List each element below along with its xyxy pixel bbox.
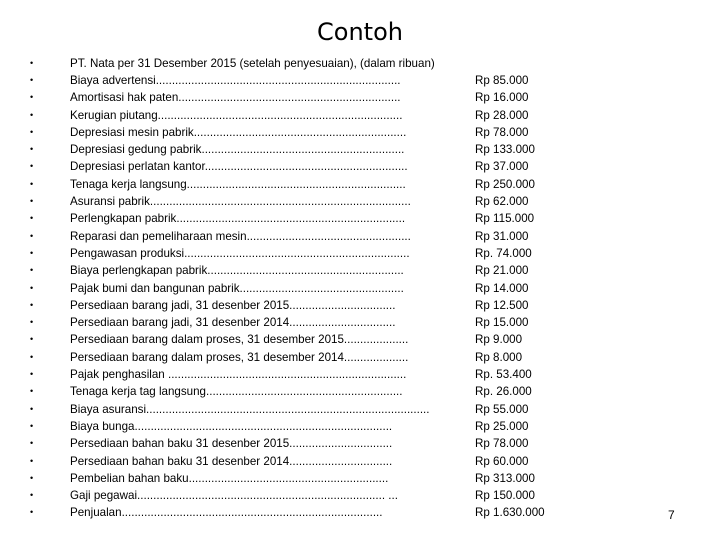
item-label: Persediaan barang jadi, 31 desenber 2015.................................: [70, 298, 396, 312]
item-label: Tenaga kerja langsung....................................................................: [70, 177, 406, 191]
item-label: Biaya asuransi........................................................................................: [70, 402, 430, 416]
intro-text: PT. Nata per 31 Desember 2015 (setelah penyesuaian), (dalam ribuan): [70, 57, 435, 70]
list-item: [30, 383, 710, 400]
item-amount: Rp 1.630.000: [475, 506, 545, 520]
list-item: [30, 262, 710, 279]
item-label: Kerugian piutang............................................................................: [70, 108, 403, 122]
bullet: •: [30, 247, 34, 258]
item-amount: Rp 115.000: [475, 212, 535, 226]
list-item: [30, 210, 710, 227]
item-label: Persediaan barang dalam proses, 31 desember 2015....................: [70, 333, 409, 347]
item-label: Reparasi dan pemeliharaan mesin...................................................: [70, 229, 411, 243]
bullet: •: [30, 334, 34, 345]
list-item: [30, 314, 710, 331]
item-amount: Rp 60.000: [475, 454, 529, 468]
item-label: Persediaan barang jadi, 31 desenber 2014.................................: [70, 316, 396, 330]
bullet: •: [30, 299, 34, 310]
list-item: [30, 435, 710, 452]
item-amount: Rp 21.000: [475, 264, 529, 278]
item-amount: Rp. 53.400: [475, 368, 532, 382]
item-amount: Rp 31.000: [475, 229, 529, 243]
bullet: •: [30, 213, 34, 224]
item-amount: Rp 15.000: [475, 316, 529, 330]
list-item: [30, 158, 710, 175]
bullet: •: [30, 351, 34, 362]
bullet: •: [30, 490, 34, 501]
item-amount: Rp 37.000: [475, 160, 529, 174]
list-item: [30, 193, 710, 210]
item-label: Pengawasan produksi......................................................................: [70, 246, 410, 260]
list-item: [30, 280, 710, 297]
item-amount: Rp 250.000: [475, 177, 535, 191]
item-amount: Rp 313.000: [475, 471, 535, 485]
bullet: •: [30, 75, 34, 85]
list-item: [30, 470, 710, 487]
item-label: Depresiasi perlatan kantor...............................................................: [70, 160, 408, 174]
item-amount: Rp 16.000: [475, 91, 529, 105]
bullet: •: [30, 438, 34, 449]
bullet: •: [30, 92, 34, 103]
list-item: [30, 72, 710, 89]
item-amount: Rp 25.000: [475, 419, 529, 433]
item-label: Pajak penghasilan ..........................................................................: [70, 368, 407, 382]
intro-row: [30, 55, 550, 72]
list-item: [30, 141, 710, 158]
bullet: •: [30, 58, 34, 68]
bullet: •: [30, 161, 34, 172]
item-amount: Rp 28.000: [475, 108, 529, 122]
bullet: •: [30, 472, 34, 483]
bullet: •: [30, 420, 34, 431]
bullet: •: [30, 144, 34, 155]
item-amount: Rp 78.000: [475, 437, 529, 451]
item-amount: Rp 62.000: [475, 195, 529, 209]
item-amount: Rp. 26.000: [475, 385, 532, 399]
bullet: •: [30, 386, 34, 397]
list-item: [30, 331, 710, 348]
item-label: Penjualan.................................................................................: [70, 506, 383, 520]
bullet: •: [30, 369, 34, 380]
item-amount: Rp 133.000: [475, 143, 535, 157]
bullet: •: [30, 507, 34, 518]
bullet: •: [30, 178, 34, 189]
item-label: Biaya bunga................................................................................: [70, 419, 393, 433]
bullet: •: [30, 109, 34, 120]
list-item: [30, 124, 710, 141]
page-number: 7: [668, 508, 675, 522]
list-item: [30, 453, 710, 470]
account-list: [30, 72, 710, 522]
bullet: •: [30, 317, 34, 328]
list-item: [30, 504, 710, 521]
item-label: Pembelian bahan baku..............................................................: [70, 471, 389, 485]
item-amount: Rp 55.000: [475, 402, 529, 416]
list-item: [30, 349, 710, 366]
item-amount: Rp 8.000: [475, 350, 523, 364]
item-label: Gaji pegawai............................................................................. ...: [70, 489, 398, 503]
list-item: [30, 366, 710, 383]
item-label: Depresiasi gedung pabrik...............................................................: [70, 143, 405, 157]
bullet: •: [30, 126, 34, 137]
item-label: Perlengkapan pabrik.......................................................................: [70, 212, 406, 226]
bullet: •: [30, 403, 34, 414]
list-item: [30, 418, 710, 435]
item-label: Asuransi pabrik.................................................................................: [70, 195, 411, 209]
item-label: Pajak bumi dan bangunan pabrik...................................................: [70, 281, 404, 295]
item-amount: Rp. 74.000: [475, 246, 532, 260]
slide-title: Contoh: [317, 18, 403, 46]
item-label: Depresiasi mesin pabrik..................................................................: [70, 125, 407, 139]
item-label: Biaya advertensi............................................................................: [70, 74, 401, 87]
list-item: [30, 245, 710, 262]
item-label: Biaya perlengkapan pabrik.............................................................: [70, 264, 404, 278]
list-item: [30, 176, 710, 193]
bullet: •: [30, 455, 34, 466]
list-item: [30, 228, 710, 245]
item-label: Persediaan bahan baku 31 desenber 2014................................: [70, 454, 393, 468]
list-item: [30, 297, 710, 314]
item-amount: Rp 12.500: [475, 298, 529, 312]
item-amount: Rp 150.000: [475, 489, 535, 503]
item-amount: Rp 78.000: [475, 125, 529, 139]
list-item: [30, 107, 710, 124]
bullet: •: [30, 230, 34, 241]
item-amount: Rp 85.000: [475, 74, 529, 87]
item-amount: Rp 14.000: [475, 281, 529, 295]
item-label: Tenaga kerja tag langsung.............................................................: [70, 385, 403, 399]
list-item: [30, 487, 710, 504]
bullet: •: [30, 265, 34, 276]
item-label: Persediaan bahan baku 31 desenber 2015................................: [70, 437, 393, 451]
bullet: •: [30, 282, 34, 293]
item-label: Persediaan barang dalam proses, 31 desember 2014....................: [70, 350, 409, 364]
list-item: [30, 401, 710, 418]
item-label: Amortisasi hak paten.....................................................................: [70, 91, 401, 105]
item-amount: Rp 9.000: [475, 333, 523, 347]
bullet: •: [30, 196, 34, 207]
list-item: [30, 89, 710, 106]
